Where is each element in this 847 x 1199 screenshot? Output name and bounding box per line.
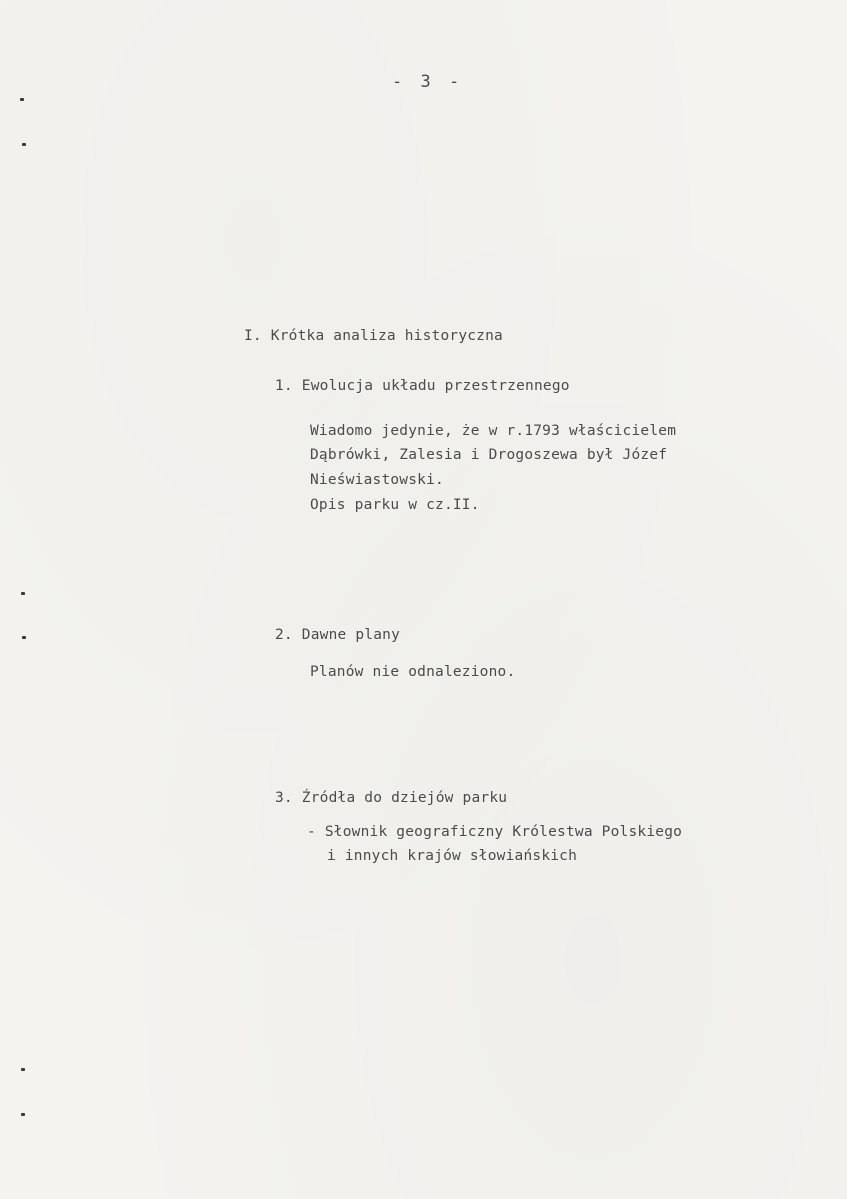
margin-mark: [20, 98, 24, 101]
margin-mark: [22, 143, 26, 146]
item-1-heading: 1. Ewolucja układu przestrzennego: [275, 378, 570, 394]
section-title: I. Krótka analiza historyczna: [244, 328, 503, 344]
item-1-line-1: Wiadomo jedynie, że w r.1793 właścicielem: [310, 423, 677, 439]
item-3-line-1: - Słownik geograficzny Królestwa Polskiego: [307, 824, 683, 840]
margin-mark: [21, 1068, 25, 1071]
item-3-heading: 3. Źródła do dziejów parku: [275, 790, 508, 806]
item-2-line-1: Planów nie odnaleziono.: [310, 664, 516, 680]
margin-mark: [21, 1113, 25, 1116]
item-2-heading: 2. Dawne plany: [275, 627, 401, 643]
margin-mark: [22, 636, 26, 639]
item-3-line-2: i innych krajów słowiańskich: [327, 848, 578, 864]
item-1-line-4: Opis parku w cz.II.: [310, 497, 480, 513]
item-1-line-3: Nieświastowski.: [310, 472, 444, 488]
item-1-line-2: Dąbrówki, Zalesia i Drogoszewa był Józef: [310, 447, 668, 463]
page-number: - 3 -: [392, 72, 464, 92]
margin-mark: [21, 592, 25, 595]
